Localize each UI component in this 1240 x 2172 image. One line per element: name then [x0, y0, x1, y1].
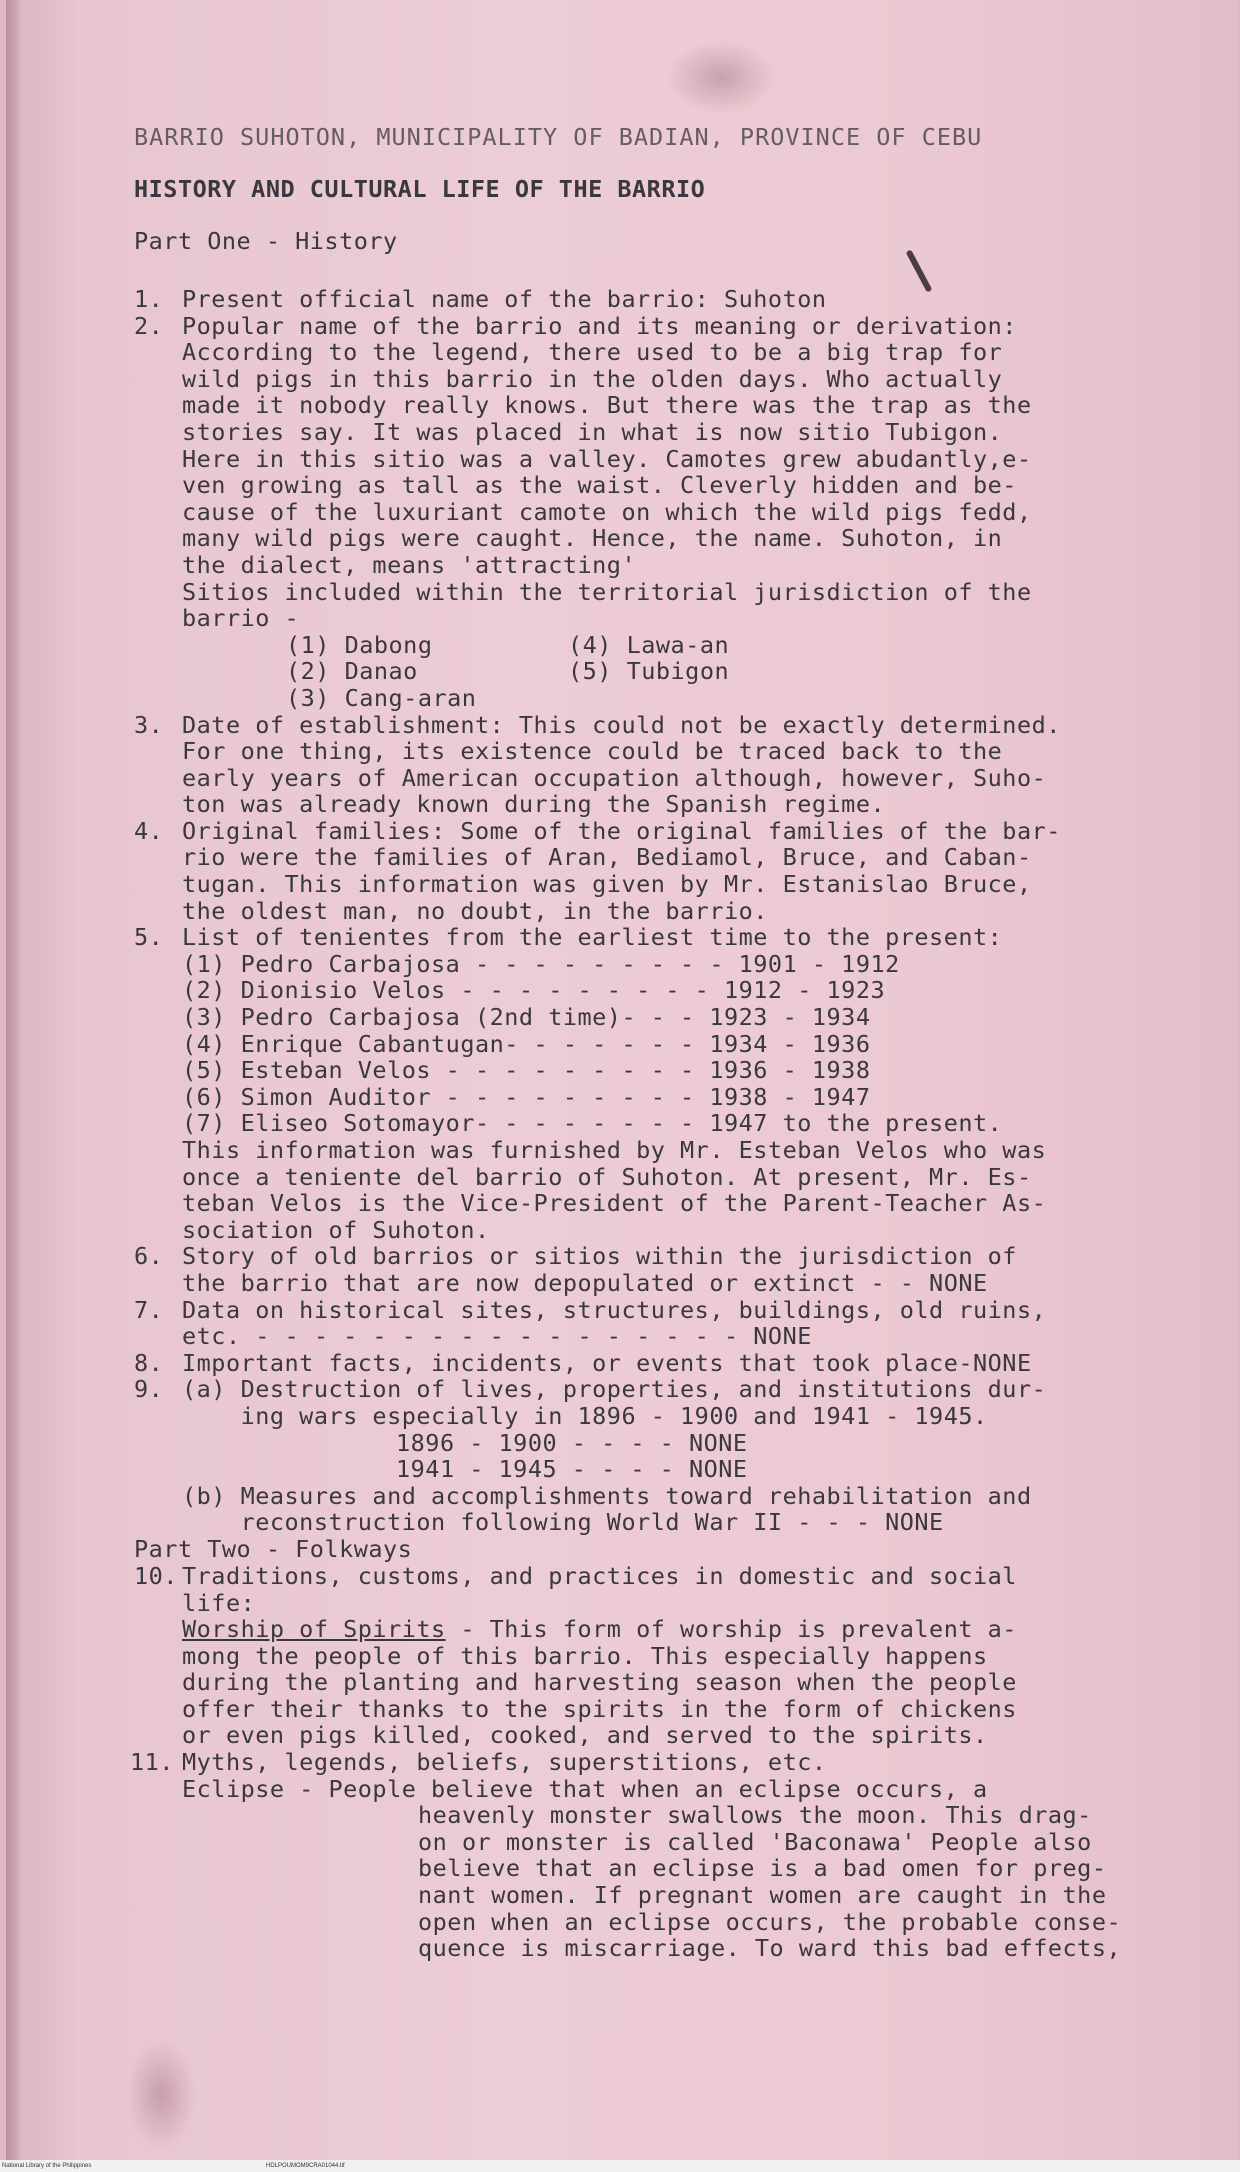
text-line: Popular name of the barrio and its meaning or derivation: — [182, 311, 1017, 340]
item-number: 10. — [134, 1561, 178, 1590]
worship-of-spirits-heading: Worship of Spirits — [182, 1615, 446, 1644]
paper-stain — [666, 40, 776, 115]
item-number: 8. — [134, 1348, 164, 1377]
text-line: made it nobody really knows. But there was the trap as the — [182, 391, 1032, 420]
item-10 — [134, 1563, 1164, 1749]
document-header-title: HISTORY AND CULTURAL LIFE OF THE BARRIO — [134, 175, 706, 203]
text-line: List of tenientes from the earliest time to the present: — [182, 923, 1003, 952]
text-line: barrio - — [182, 604, 300, 633]
sitio-row — [286, 685, 729, 712]
part-two-title: Part Two - Folkways — [134, 1534, 413, 1563]
text-line: quence is miscarriage. To ward this bad effects, — [418, 1934, 1122, 1963]
item-number: 11. — [130, 1748, 174, 1777]
footer-library-name: National Library of the Philippines — [2, 2163, 92, 2169]
sitio-entry: (1) Dabong — [286, 630, 433, 659]
text-line: open when an eclipse occurs, the probable conse- — [418, 1907, 1122, 1936]
text-line: (a) Destruction of lives, properties, and institutions dur- — [182, 1375, 1047, 1404]
text-line: (b) Measures and accomplishments toward rehabilitation and — [182, 1481, 1032, 1510]
text-line: ing wars especially in 1896 - 1900 and 1941 - 1945. — [182, 1401, 988, 1430]
text-line: life: — [182, 1588, 256, 1617]
teniente-entry: (2) Dionisio Velos - - - - - - - - - 1912 - 1923 — [182, 976, 886, 1005]
sitio-entry: (5) Tubigon — [568, 657, 730, 686]
item-number: 9. — [134, 1375, 164, 1404]
teniente-entry: (7) Eliseo Sotomayor- - - - - - - - 1947 to the present. — [182, 1109, 1003, 1138]
text-line: Here in this sitio was a valley. Camotes grew abudantly,e- — [182, 444, 1032, 473]
text-line: rio were the families of Aran, Bediamol, Bruce, and Caban- — [182, 843, 1032, 872]
text-line: For one thing, its existence could be traced back to the — [182, 737, 1003, 766]
text-line: many wild pigs were caught. Hence, the name. Suhoton, in — [182, 524, 1003, 553]
item-9 — [134, 1376, 1164, 1536]
text-line: Date of establishment: This could not be exactly determined. — [182, 710, 1061, 739]
text-line: during the planting and harvesting season when the people — [182, 1668, 1017, 1697]
text-line: the dialect, means 'attracting' — [182, 550, 637, 579]
item-number: 5. — [134, 923, 164, 952]
item-7 — [134, 1297, 1164, 1350]
text-line: ton was already known during the Spanish regime. — [182, 790, 886, 819]
eclipse-label: Eclipse - — [182, 1774, 329, 1803]
text-line: believe that an eclipse is a bad omen for preg- — [418, 1854, 1107, 1883]
item-number: 6. — [134, 1242, 164, 1271]
text-line: Original families: Some of the original families of the bar- — [182, 816, 1061, 845]
text-line: Important facts, incidents, or events that took place-NONE — [182, 1348, 1032, 1377]
paper-stain — [126, 2040, 196, 2150]
item-2 — [134, 313, 1164, 632]
text-line: According to the legend, there used to be a big trap for — [182, 338, 1003, 367]
text-line: stories say. It was placed in what is now sitio Tubigon. — [182, 417, 1003, 446]
sitio-row — [286, 632, 729, 659]
teniente-entry: (5) Esteban Velos - - - - - - - - - 1936 - 1938 — [182, 1056, 871, 1085]
item-number: 1. — [134, 285, 164, 313]
text-line: mong the people of this barrio. This especially happens — [182, 1641, 988, 1670]
scan-footer — [0, 2160, 1240, 2172]
text-line: etc. - - - - - - - - - - - - - - - - - NONE — [182, 1322, 812, 1351]
text-line: teban Velos is the Vice-President of the Parent-Teacher As- — [182, 1189, 1047, 1218]
text-line: Traditions, customs, and practices in domestic and social — [182, 1561, 1017, 1590]
text-line: on or monster is called 'Baconawa' People also — [418, 1827, 1092, 1856]
text-line — [182, 1776, 1164, 1803]
text-line: Story of old barrios or sitios within the jurisdiction of — [182, 1242, 1017, 1271]
text-line: nant women. If pregnant women are caught in the — [418, 1881, 1107, 1910]
page-edge-shadow — [6, 0, 20, 2160]
text-line: ven growing as tall as the waist. Cleverly hidden and be- — [182, 471, 1017, 500]
text-line — [182, 1616, 1164, 1643]
teniente-entry: (4) Enrique Cabantugan- - - - - - - 1934 - 1936 — [182, 1029, 871, 1058]
teniente-entry: (6) Simon Auditor - - - - - - - - - 1938 - 1947 — [182, 1082, 871, 1111]
sitios-list — [286, 632, 1164, 712]
text-line: sociation of Suhoton. — [182, 1215, 490, 1244]
text-fragment: People believe that when an eclipse occurs, a — [328, 1774, 988, 1803]
text-line: Sitios included within the territorial jurisdiction of the — [182, 577, 1032, 606]
part-one-title: Part One - History — [134, 227, 398, 255]
text-line: tugan. This information was given by Mr. Estanislao Bruce, — [182, 870, 1032, 899]
text-line: reconstruction following World War II - - - NONE — [182, 1508, 944, 1537]
sitio-entry: (3) Cang-aran — [286, 683, 477, 712]
item-4 — [134, 818, 1164, 924]
teniente-entry: (3) Pedro Carbajosa (2nd time)- - - 1923 - 1934 — [182, 1003, 871, 1032]
text-line: wild pigs in this barrio in the olden days. Who actually — [182, 364, 1003, 393]
item-6 — [134, 1243, 1164, 1296]
text-line: Data on historical sites, structures, buildings, old ruins, — [182, 1295, 1047, 1324]
text-line: early years of American occupation although, however, Suho- — [182, 763, 1047, 792]
text-line: This information was furnished by Mr. Esteban Velos who was — [182, 1136, 1047, 1164]
item-number: 4. — [134, 816, 164, 845]
item-number: 3. — [134, 710, 164, 739]
text-line: Present official name of the barrio: Suhoton — [182, 285, 827, 313]
teniente-entry: (1) Pedro Carbajosa - - - - - - - - - 1901 - 1912 — [182, 949, 900, 978]
item-11 — [130, 1748, 1164, 1963]
war-period-entry: 1941 - 1945 - - - - NONE — [396, 1455, 748, 1484]
item-3 — [134, 712, 1164, 818]
sitio-entry: (2) Danao — [286, 657, 418, 686]
footer-file-name: HDLPOUMOM9CRA01044.tif — [266, 2163, 345, 2169]
text-line: offer their thanks to the spirits in the form of chickens — [182, 1694, 1017, 1723]
item-number: 7. — [134, 1295, 164, 1324]
text-line: the oldest man, no doubt, in the barrio. — [182, 896, 768, 925]
text-line: heavenly monster swallows the moon. This drag- — [418, 1801, 1092, 1830]
text-line: the barrio that are now depopulated or extinct - - NONE — [182, 1268, 988, 1297]
item-5 — [134, 924, 1164, 1243]
tenientes-list — [182, 951, 1164, 1137]
text-line: Myths, legends, beliefs, superstitions, etc. — [182, 1748, 827, 1777]
text-line: once a teniente del barrio of Suhoton. At present, Mr. Es- — [182, 1162, 1032, 1191]
text-line: cause of the luxuriant camote on which the wild pigs fedd, — [182, 497, 1032, 526]
typed-document — [130, 112, 1164, 1963]
sitio-entry: (4) Lawa-an — [568, 630, 730, 659]
text-fragment: - This form of worship is prevalent a- — [445, 1615, 1017, 1644]
war-period-entry: 1896 - 1900 - - - - NONE — [396, 1428, 748, 1457]
sitio-row — [286, 658, 729, 685]
sitio-entry — [568, 685, 729, 712]
document-header-location: BARRIO SUHOTON, MUNICIPALITY OF BADIAN, PROVINCE OF CEBU — [134, 123, 983, 151]
item-number: 2. — [134, 311, 164, 340]
text-line: or even pigs killed, cooked, and served to the spirits. — [182, 1721, 988, 1750]
item-1 — [134, 286, 1164, 313]
item-8 — [134, 1350, 1164, 1377]
